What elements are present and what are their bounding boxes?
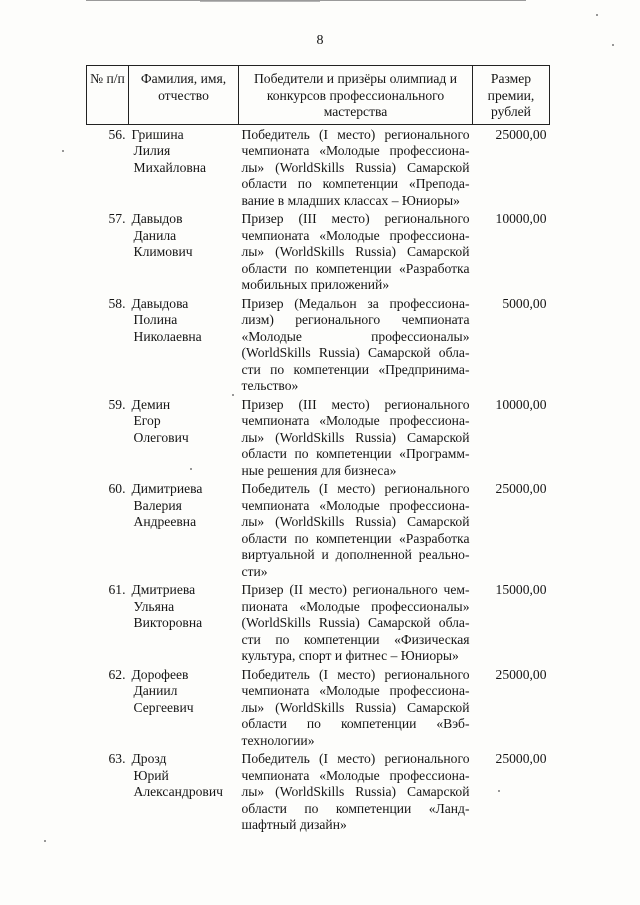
table-row (87, 665, 550, 750)
full-name (129, 395, 239, 480)
scan-speck (498, 790, 500, 792)
header-num: № п/п (87, 66, 129, 125)
first-name: Егор (133, 413, 161, 428)
table-row (87, 395, 550, 480)
patronymic: Александрович (133, 784, 223, 799)
award-amount: 10000,00 (495, 211, 547, 226)
first-name: Даниил (133, 683, 178, 698)
surname: Дрозд (131, 751, 167, 766)
full-name (129, 580, 239, 665)
achievement: Победитель (I место) регионального чемпионата «Молодые профессиона-лы» (WorldSkills Russia) Самарской области по компетенции «Вэб-технологии» (241, 666, 470, 748)
achievement: Призер (III место) регионального чемпионата «Молодые профессиона-лы» (WorldSkills Russia) Самарской области по компетенции «Разработка мобильных приложений» (241, 211, 470, 292)
full-name (129, 665, 239, 750)
award-amount: 25000,00 (495, 126, 547, 142)
row-number: 61. (108, 582, 126, 597)
patronymic: Михайловна (133, 159, 207, 175)
table-row (87, 209, 550, 294)
award-amount: 15000,00 (495, 582, 547, 597)
award-amount: 25000,00 (495, 666, 547, 682)
full-name (129, 479, 239, 580)
first-name: Полина (133, 312, 178, 327)
scan-speck (62, 150, 64, 152)
surname: Гришина (131, 126, 184, 142)
award-amount: 25000,00 (495, 751, 547, 766)
patronymic: Николаевна (133, 328, 202, 344)
table-row (87, 580, 550, 665)
table-row (87, 749, 550, 834)
scan-speck (232, 394, 234, 396)
first-name: Валерия (133, 497, 182, 513)
table-header-row (87, 66, 550, 125)
row-number: 60. (108, 481, 126, 496)
patronymic: Олегович (133, 429, 189, 445)
first-name: Юрий (133, 767, 169, 783)
first-name: Данила (133, 227, 177, 243)
row-number: 62. (108, 666, 126, 682)
scan-top-edge-fragment (200, 1, 320, 2)
achievement: Победитель (I место) регионального чемпионата «Молодые профессиона-лы» (WorldSkills Russia) Самарской области по компетенции «Препода-вание в младших классах – Юниоры» (241, 126, 470, 208)
scan-speck (44, 840, 46, 842)
row-number: 58. (108, 295, 126, 311)
surname: Дорофеев (131, 666, 189, 682)
achievement: Победитель (I место) регионального чемпионата «Молодые профессиона-лы» (WorldSkills Russia) Самарской области по компетенции «Ланд-шафтный дизайн» (241, 751, 470, 832)
achievement: Призер (III место) регионального чемпионата «Молодые профессиона-лы» (WorldSkills Russia) Самарской области по компетенции «Программ-ные решения для бизнеса» (241, 396, 470, 478)
awards-table (86, 65, 550, 834)
surname: Димитриева (131, 481, 203, 496)
first-name: Лилия (133, 143, 171, 158)
scan-speck (596, 14, 598, 16)
full-name (129, 209, 239, 294)
surname: Дмитриева (131, 582, 196, 597)
patronymic: Сергеевич (133, 699, 194, 715)
full-name (129, 294, 239, 395)
achievement: Победитель (I место) регионального чемпионата «Молодые профессиона-лы» (WorldSkills Russia) Самарской области по компетенции «Разработка виртуальной и дополненной реально-сти» (241, 481, 470, 579)
surname: Давыдов (131, 211, 183, 226)
row-number: 63. (108, 751, 126, 766)
scan-speck (190, 468, 192, 470)
award-amount: 10000,00 (495, 396, 547, 412)
header-name: Фамилия, имя, отчество (129, 66, 239, 125)
header-achievement: Победители и призёры олимпиад и конкурсов профессионального мастерства (239, 66, 473, 125)
patronymic: Андреевна (133, 514, 197, 529)
table-row (87, 294, 550, 395)
award-amount: 5000,00 (502, 295, 547, 311)
achievement: Призер (Медальон за профессиона-лизм) регионального чемпионата «Молодые профессионалы» (WorldSkills Russia) Самарской обла-сти по компетенции «Предпринима-тельство» (241, 295, 470, 393)
surname: Давыдова (131, 295, 189, 311)
full-name (129, 124, 239, 209)
award-amount: 25000,00 (495, 481, 547, 496)
first-name: Ульяна (133, 598, 175, 614)
row-number: 56. (108, 126, 126, 142)
patronymic: Викторовна (133, 615, 203, 630)
row-number: 59. (108, 396, 126, 412)
patronymic: Климович (133, 244, 193, 259)
achievement: Призер (II место) регионального чем-пионата «Молодые профессионалы» (WorldSkills Russia) Самарской обла-сти по компетенции «Физическая культура, спорт и фитнес – Юниоры» (241, 582, 470, 663)
header-amount: Размер премии, рублей (473, 66, 550, 125)
table-row (87, 124, 550, 209)
page-number: 8 (316, 33, 324, 48)
row-number: 57. (108, 211, 126, 226)
surname: Демин (131, 396, 171, 412)
scan-speck (612, 44, 614, 46)
full-name (129, 749, 239, 834)
table-row (87, 479, 550, 580)
